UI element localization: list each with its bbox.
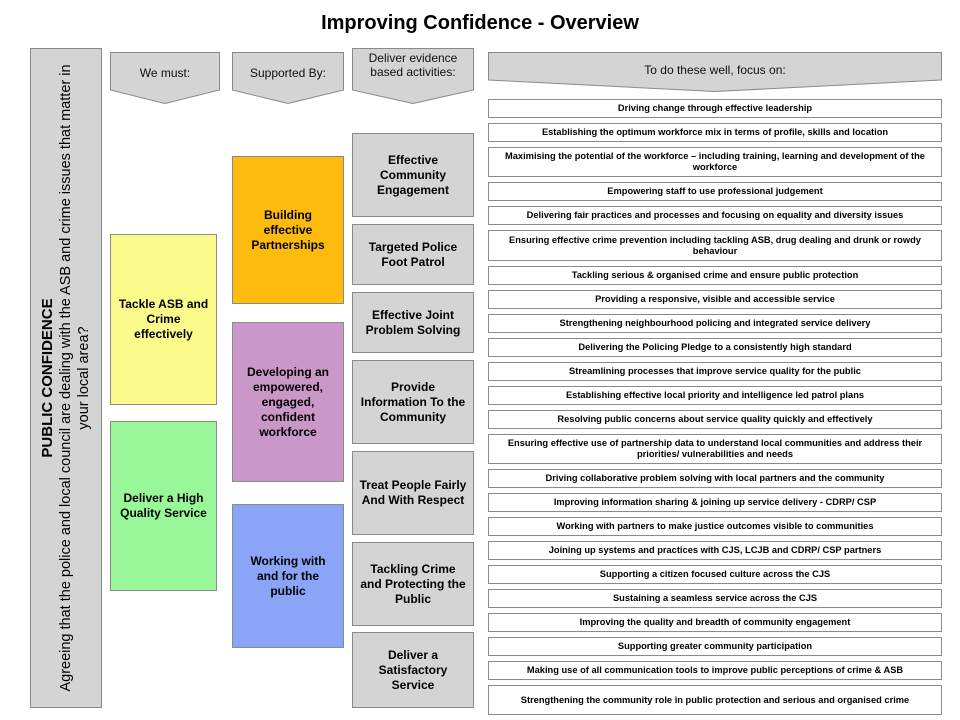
focus-item: Working with partners to make justice outcomes visible to communities bbox=[488, 517, 942, 536]
focus-item: Sustaining a seamless service across the CJS bbox=[488, 589, 942, 608]
focus-item: Maximising the potential of the workforce – including training, learning and development of the workforce bbox=[488, 147, 942, 177]
focus-item: Establishing the optimum workforce mix in terms of profile, skills and location bbox=[488, 123, 942, 142]
focus-item: Improving information sharing & joining up service delivery - CDRP/ CSP bbox=[488, 493, 942, 512]
supported-public bbox=[232, 504, 344, 648]
focus-item: Driving collaborative problem solving with local partners and the community bbox=[488, 469, 942, 488]
focus-item: Strengthening neighbourhood policing and integrated service delivery bbox=[488, 314, 942, 333]
page-title: Improving Confidence - Overview bbox=[321, 12, 639, 34]
focus-on-header-label: To do these well, focus on: bbox=[644, 63, 786, 77]
activity-label: Treat People Fairly And With Respect bbox=[359, 478, 467, 507]
activity-community-engagement bbox=[352, 133, 474, 217]
deliver-evidence-header-label: Deliver evidence based activities: bbox=[368, 51, 458, 79]
activity-foot-patrol bbox=[352, 224, 474, 285]
supported-public-label: Working with and for the public bbox=[250, 553, 326, 598]
supported-workforce-label: Developing an empowered, engaged, confident workforce bbox=[246, 364, 329, 439]
supported-partnerships-label: Building effective Partnerships bbox=[251, 207, 325, 252]
focus-item: Improving the quality and breadth of community engagement bbox=[488, 613, 942, 632]
activity-label: Provide Information To the Community bbox=[360, 379, 466, 424]
activity-label: Deliver a Satisfactory Service bbox=[378, 647, 448, 692]
activity-label: Effective Community Engagement bbox=[376, 152, 449, 197]
focus-item: Making use of all communication tools to improve public perceptions of crime & ASB bbox=[488, 661, 942, 680]
activity-tackling-crime bbox=[352, 542, 474, 626]
focus-item: Tackling serious & organised crime and ensure public protection bbox=[488, 266, 942, 285]
focus-item: Resolving public concerns about service quality quickly and effectively bbox=[488, 410, 942, 429]
focus-item: Supporting a citizen focused culture across the CJS bbox=[488, 565, 942, 584]
focus-item: Ensuring effective use of partnership data to understand local communities and address their priorities/ vulnerabilities and needs bbox=[488, 434, 942, 464]
we-must-tackle-asb bbox=[110, 234, 217, 405]
focus-item: Driving change through effective leadership bbox=[488, 99, 942, 118]
we-must-header-label: We must: bbox=[139, 66, 191, 80]
we-must-header bbox=[110, 52, 220, 104]
supported-partnerships bbox=[232, 156, 344, 304]
activity-treat-fairly bbox=[352, 451, 474, 535]
focus-item: Delivering the Policing Pledge to a consistently high standard bbox=[488, 338, 942, 357]
public-confidence-statement: Agreeing that the police and local council are dealing with the ASB and crime issues that matter in your local area? bbox=[58, 64, 92, 692]
activity-label: Tackling Crime and Protecting the Public bbox=[360, 561, 466, 606]
focus-item: Delivering fair practices and processes and focusing on equality and diversity issues bbox=[488, 206, 942, 225]
public-confidence-panel bbox=[30, 48, 102, 708]
we-must-tackle-asb-label: Tackle ASB and Crime effectively bbox=[118, 297, 209, 341]
focus-item: Empowering staff to use professional judgement bbox=[488, 182, 942, 201]
focus-item: Establishing effective local priority and intelligence led patrol plans bbox=[488, 386, 942, 405]
focus-on-header bbox=[488, 52, 942, 92]
we-must-quality-service-label: Deliver a High Quality Service bbox=[120, 491, 207, 520]
activity-satisfactory-service bbox=[352, 632, 474, 708]
public-confidence-heading: PUBLIC CONFIDENCE bbox=[39, 298, 56, 458]
activity-label: Targeted Police Foot Patrol bbox=[368, 239, 458, 269]
supported-by-header-label: Supported By: bbox=[249, 66, 327, 80]
focus-item: Providing a responsive, visible and accessible service bbox=[488, 290, 942, 309]
focus-item: Joining up systems and practices with CJS, LCJB and CDRP/ CSP partners bbox=[488, 541, 942, 560]
deliver-evidence-header bbox=[352, 48, 474, 104]
activity-provide-information bbox=[352, 360, 474, 444]
we-must-quality-service bbox=[110, 421, 217, 591]
focus-item: Supporting greater community participation bbox=[488, 637, 942, 656]
supported-by-header bbox=[232, 52, 344, 104]
focus-item: Strengthening the community role in public protection and serious and organised crime bbox=[488, 685, 942, 715]
supported-workforce bbox=[232, 322, 344, 482]
activity-label: Effective Joint Problem Solving bbox=[365, 307, 461, 337]
activity-problem-solving bbox=[352, 292, 474, 353]
focus-item: Ensuring effective crime prevention including tackling ASB, drug dealing and drunk or rowdy behaviour bbox=[488, 230, 942, 261]
focus-item: Streamlining processes that improve service quality for the public bbox=[488, 362, 942, 381]
